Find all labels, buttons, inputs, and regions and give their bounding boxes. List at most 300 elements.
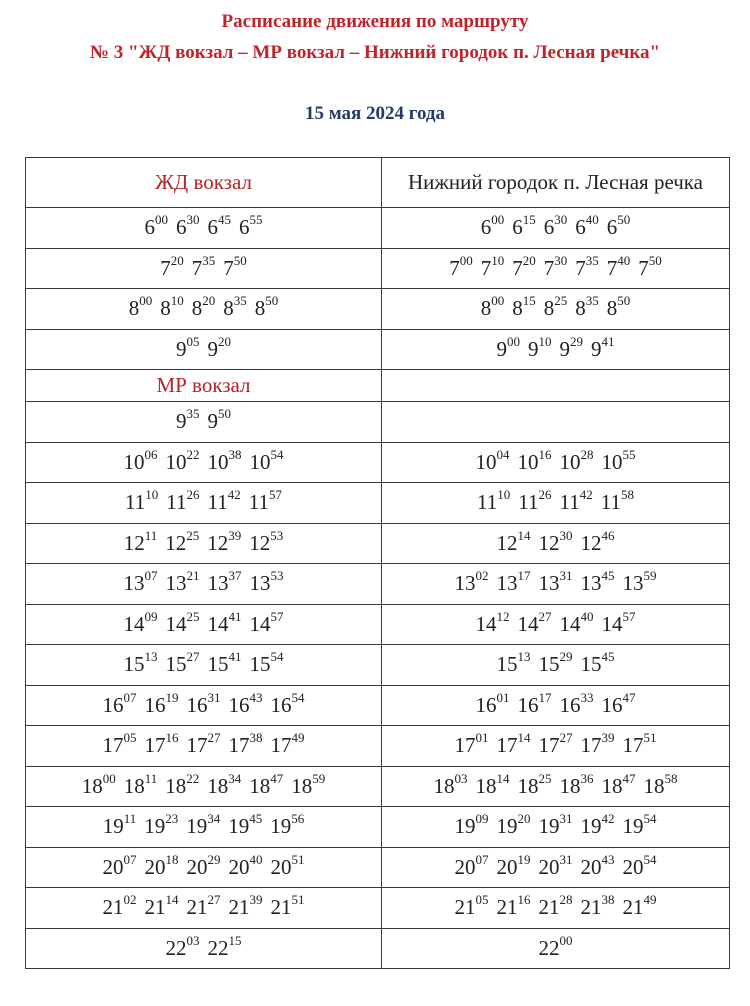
time-hour: 6 <box>176 215 187 240</box>
time-hour: 17 <box>622 733 644 758</box>
departures-right-cell <box>382 564 730 605</box>
time-minutes: 39 <box>249 892 263 908</box>
time-hour: 13 <box>496 571 518 596</box>
time-minutes: 54 <box>291 689 305 705</box>
time-hour: 11 <box>559 490 580 515</box>
time-minutes: 16 <box>165 730 179 746</box>
time-minutes: 17 <box>538 689 552 705</box>
time-hour: 13 <box>207 571 229 596</box>
departure-time <box>123 649 158 677</box>
departure-time <box>249 527 284 556</box>
departure-time <box>207 527 242 556</box>
time-hour: 11 <box>518 490 539 515</box>
departure-time <box>291 770 326 799</box>
time-hour: 17 <box>144 733 166 758</box>
time-minutes: 30 <box>186 212 200 228</box>
time-minutes: 30 <box>554 212 568 228</box>
time-minutes: 00 <box>155 212 168 228</box>
departure-time <box>123 568 158 596</box>
time-hour: 16 <box>186 692 208 717</box>
table-row <box>26 807 730 848</box>
time-minutes: 42 <box>601 811 615 827</box>
time-hour: 10 <box>165 449 187 474</box>
time-hour: 18 <box>601 773 623 798</box>
time-hour: 16 <box>102 692 124 717</box>
departure-time <box>270 689 305 718</box>
table-header-row <box>26 158 730 208</box>
departure-time <box>496 892 531 920</box>
departure-time <box>160 293 184 321</box>
time-minutes: 39 <box>228 527 242 543</box>
time-hour: 18 <box>559 773 581 798</box>
time-minutes: 35 <box>186 406 200 422</box>
route-title: № 3 "ЖД вокзал – МР вокзал – Нижний городок п. Лесная речка" <box>89 42 661 63</box>
departure-time <box>176 406 200 434</box>
time-minutes: 03 <box>186 932 200 948</box>
time-hour: 18 <box>81 773 103 798</box>
departure-time <box>207 608 242 637</box>
time-minutes: 38 <box>228 446 242 462</box>
time-minutes: 38 <box>249 730 263 746</box>
time-hour: 11 <box>125 490 146 515</box>
departure-time <box>475 446 510 475</box>
time-minutes: 51 <box>643 730 657 746</box>
table-row <box>26 329 730 370</box>
stop-label-mr-station: МР вокзал <box>26 370 382 402</box>
time-hour: 13 <box>538 571 560 596</box>
time-minutes: 14 <box>517 527 531 543</box>
departure-time <box>543 252 568 281</box>
time-minutes: 11 <box>144 770 158 786</box>
time-hour: 12 <box>249 530 271 555</box>
time-hour: 18 <box>249 773 271 798</box>
departure-time <box>449 252 473 281</box>
time-minutes: 09 <box>475 811 489 827</box>
time-minutes: 31 <box>207 689 221 705</box>
departure-time <box>559 446 594 475</box>
time-minutes: 18 <box>165 851 179 867</box>
departure-time <box>538 527 573 556</box>
time-minutes: 34 <box>228 770 242 786</box>
time-minutes: 10 <box>170 293 184 309</box>
departure-time <box>622 568 657 596</box>
time-minutes: 46 <box>601 527 615 543</box>
departure-time <box>160 252 184 281</box>
departure-time <box>223 252 247 281</box>
time-minutes: 28 <box>580 446 594 462</box>
time-minutes: 21 <box>186 568 200 584</box>
time-hour: 14 <box>517 611 539 636</box>
time-hour: 13 <box>249 571 271 596</box>
departure-time <box>477 487 511 515</box>
time-minutes: 00 <box>491 293 505 309</box>
departures-left-cell <box>26 928 382 969</box>
time-minutes: 29 <box>570 333 583 349</box>
time-minutes: 54 <box>270 446 284 462</box>
time-minutes: 14 <box>517 730 531 746</box>
time-hour: 18 <box>433 773 455 798</box>
departures-left-cell <box>26 807 382 848</box>
departure-time <box>228 811 263 839</box>
departure-time <box>102 730 137 758</box>
time-minutes: 55 <box>249 212 263 228</box>
schedule-title: Расписание движения по маршруту <box>221 11 529 32</box>
time-minutes: 10 <box>538 333 552 349</box>
time-minutes: 20 <box>202 293 216 309</box>
departure-time <box>102 689 137 718</box>
departures-right-cell <box>382 888 730 929</box>
schedule-date: 15 мая 2024 года <box>304 103 446 124</box>
time-minutes: 02 <box>475 568 489 584</box>
time-hour: 6 <box>543 215 555 240</box>
time-hour: 7 <box>606 255 618 280</box>
stop-label-row <box>26 370 730 402</box>
departure-time <box>559 689 594 718</box>
time-minutes: 07 <box>123 851 137 867</box>
departure-time <box>176 333 200 362</box>
departure-time <box>186 892 221 920</box>
time-hour: 10 <box>517 449 539 474</box>
departures-left-cell <box>26 442 382 483</box>
time-hour: 10 <box>249 449 271 474</box>
time-hour: 14 <box>123 611 145 636</box>
table-row <box>26 402 730 443</box>
time-hour: 21 <box>622 895 644 920</box>
time-minutes: 30 <box>554 252 568 268</box>
departure-time <box>622 851 657 880</box>
time-hour: 7 <box>512 255 523 280</box>
column-header-lesnaya-rechka: Нижний городок п. Лесная речка <box>382 158 730 208</box>
time-minutes: 01 <box>475 730 489 746</box>
departure-time <box>643 770 678 799</box>
time-hour: 15 <box>580 652 602 677</box>
time-minutes: 20 <box>218 333 231 349</box>
time-minutes: 45 <box>601 568 615 584</box>
departure-time <box>538 649 573 677</box>
time-hour: 7 <box>191 255 203 280</box>
time-minutes: 33 <box>580 689 594 705</box>
time-minutes: 20 <box>522 252 536 268</box>
departure-time <box>517 689 552 718</box>
time-minutes: 07 <box>475 851 489 867</box>
time-hour: 8 <box>223 296 234 321</box>
departures-left-cell <box>26 766 382 807</box>
time-minutes: 38 <box>601 892 615 908</box>
time-minutes: 35 <box>233 293 247 309</box>
time-hour: 17 <box>538 733 560 758</box>
time-hour: 19 <box>538 814 560 839</box>
departures-right-cell <box>382 248 730 289</box>
time-minutes: 10 <box>145 487 159 503</box>
time-hour: 8 <box>606 296 618 321</box>
time-hour: 9 <box>207 336 218 361</box>
table-row <box>26 847 730 888</box>
time-hour: 20 <box>538 854 560 879</box>
time-hour: 6 <box>480 215 492 240</box>
departure-time <box>249 568 284 596</box>
time-minutes: 35 <box>585 293 599 309</box>
time-minutes: 16 <box>538 446 552 462</box>
departure-time <box>176 212 200 240</box>
departure-time <box>538 730 573 758</box>
departure-time <box>165 446 200 475</box>
time-minutes: 14 <box>496 770 510 786</box>
time-minutes: 01 <box>496 689 510 705</box>
time-hour: 12 <box>538 530 560 555</box>
time-hour: 10 <box>475 449 497 474</box>
departure-time <box>575 212 599 240</box>
column-header-zhd-station: ЖД вокзал <box>26 158 382 208</box>
time-hour: 20 <box>270 854 292 879</box>
time-hour: 22 <box>538 935 560 960</box>
time-minutes: 06 <box>144 446 158 462</box>
departures-left-cell <box>26 726 382 767</box>
time-hour: 22 <box>207 935 229 960</box>
departure-time <box>517 770 552 799</box>
time-hour: 8 <box>254 296 266 321</box>
time-minutes: 47 <box>622 689 636 705</box>
departure-time <box>270 730 305 758</box>
departure-time <box>601 446 636 475</box>
table-row <box>26 604 730 645</box>
time-hour: 16 <box>228 692 250 717</box>
departures-right-cell <box>382 289 730 330</box>
departure-time <box>144 689 179 718</box>
time-minutes: 55 <box>622 446 636 462</box>
time-minutes: 50 <box>218 406 231 422</box>
departure-time <box>638 252 662 281</box>
departure-time <box>165 770 200 799</box>
departures-left-cell <box>26 523 382 564</box>
time-hour: 18 <box>291 773 313 798</box>
departure-time <box>207 568 242 596</box>
table-row <box>26 483 730 524</box>
departure-time <box>512 252 536 281</box>
departure-time <box>102 851 137 880</box>
time-hour: 8 <box>543 296 555 321</box>
time-minutes: 58 <box>620 487 634 503</box>
departure-time <box>475 608 510 637</box>
departure-time <box>591 333 615 362</box>
time-hour: 18 <box>123 773 145 798</box>
time-minutes: 28 <box>559 892 573 908</box>
time-minutes: 07 <box>123 689 137 705</box>
departure-time <box>123 527 158 556</box>
time-hour: 6 <box>575 215 586 240</box>
time-minutes: 57 <box>270 608 284 624</box>
time-hour: 9 <box>591 336 602 361</box>
time-hour: 11 <box>248 490 269 515</box>
departure-time <box>207 333 232 362</box>
departures-right-cell <box>382 726 730 767</box>
time-hour: 11 <box>207 490 228 515</box>
departure-time <box>165 932 200 961</box>
time-minutes: 00 <box>507 333 520 349</box>
time-hour: 8 <box>512 296 523 321</box>
departure-time <box>248 487 282 515</box>
time-minutes: 07 <box>144 568 158 584</box>
time-minutes: 19 <box>517 851 531 867</box>
departure-time <box>601 608 636 637</box>
time-hour: 20 <box>186 854 208 879</box>
departure-time <box>223 293 247 321</box>
time-hour: 21 <box>144 895 166 920</box>
time-hour: 7 <box>160 255 171 280</box>
time-minutes: 50 <box>648 252 662 268</box>
time-minutes: 47 <box>622 770 636 786</box>
time-hour: 17 <box>270 733 292 758</box>
departure-time <box>191 252 216 281</box>
time-hour: 14 <box>559 611 581 636</box>
time-minutes: 27 <box>207 892 221 908</box>
departures-right-cell <box>382 928 730 969</box>
time-minutes: 45 <box>249 811 263 827</box>
time-minutes: 09 <box>144 608 158 624</box>
time-hour: 7 <box>638 255 649 280</box>
time-hour: 17 <box>102 733 124 758</box>
time-hour: 12 <box>165 530 187 555</box>
time-hour: 18 <box>517 773 539 798</box>
time-hour: 21 <box>186 895 208 920</box>
departure-time <box>207 932 242 961</box>
departure-time <box>249 770 284 799</box>
departure-time <box>144 851 179 880</box>
departure-time <box>207 770 242 799</box>
departures-right-cell <box>382 208 730 249</box>
time-minutes: 03 <box>454 770 468 786</box>
time-hour: 9 <box>207 409 218 434</box>
time-minutes: 56 <box>291 811 305 827</box>
departure-time <box>496 568 531 596</box>
departure-time <box>249 608 284 637</box>
time-minutes: 15 <box>228 932 242 948</box>
departure-time <box>517 608 552 637</box>
departure-time <box>207 406 232 434</box>
time-minutes: 29 <box>207 851 221 867</box>
departure-time <box>239 212 263 240</box>
time-hour: 19 <box>580 814 602 839</box>
time-hour: 19 <box>270 814 292 839</box>
departure-time <box>249 446 284 475</box>
departure-time <box>144 212 169 240</box>
departure-time <box>580 730 615 758</box>
departures-right-cell <box>382 766 730 807</box>
time-hour: 15 <box>165 652 187 677</box>
time-hour: 20 <box>622 854 644 879</box>
time-hour: 8 <box>160 296 171 321</box>
departure-time <box>496 333 521 362</box>
time-minutes: 57 <box>622 608 636 624</box>
time-minutes: 11 <box>144 527 158 543</box>
departure-time <box>559 333 584 362</box>
time-minutes: 13 <box>517 649 531 665</box>
time-hour: 21 <box>270 895 292 920</box>
time-hour: 7 <box>449 255 460 280</box>
time-hour: 21 <box>454 895 476 920</box>
time-minutes: 27 <box>559 730 573 746</box>
time-minutes: 17 <box>517 568 531 584</box>
time-hour: 9 <box>496 336 507 361</box>
time-minutes: 57 <box>268 487 282 503</box>
time-hour: 20 <box>580 854 602 879</box>
time-hour: 21 <box>538 895 560 920</box>
time-hour: 6 <box>239 215 250 240</box>
time-hour: 20 <box>454 854 476 879</box>
departures-right-cell <box>382 847 730 888</box>
time-minutes: 40 <box>249 851 263 867</box>
time-minutes: 27 <box>207 730 221 746</box>
time-hour: 17 <box>580 733 602 758</box>
departure-time <box>559 608 594 637</box>
time-minutes: 31 <box>559 568 573 584</box>
departure-time <box>123 446 158 475</box>
table-row <box>26 726 730 767</box>
departures-right-cell <box>382 645 730 686</box>
departure-time <box>191 293 216 321</box>
departures-left-cell <box>26 847 382 888</box>
time-hour: 14 <box>601 611 623 636</box>
time-minutes: 16 <box>517 892 531 908</box>
time-hour: 7 <box>223 255 234 280</box>
departure-time <box>186 851 221 880</box>
time-minutes: 11 <box>123 811 137 827</box>
time-minutes: 42 <box>579 487 593 503</box>
departure-time <box>559 770 594 799</box>
departure-time <box>600 487 634 515</box>
departure-time <box>496 649 531 677</box>
time-minutes: 45 <box>601 649 615 665</box>
time-hour: 9 <box>176 336 187 361</box>
time-hour: 11 <box>477 490 498 515</box>
departure-time <box>580 527 615 556</box>
time-minutes: 42 <box>227 487 241 503</box>
time-hour: 6 <box>606 215 618 240</box>
schedule-table <box>25 157 730 969</box>
departure-time <box>454 568 489 596</box>
departure-time <box>475 770 510 799</box>
time-hour: 10 <box>207 449 229 474</box>
departures-right-cell <box>382 807 730 848</box>
departure-time <box>433 770 468 799</box>
time-hour: 17 <box>228 733 250 758</box>
time-hour: 17 <box>496 733 518 758</box>
departure-time <box>580 811 615 839</box>
time-minutes: 10 <box>497 487 511 503</box>
departures-left-cell <box>26 888 382 929</box>
table-row <box>26 928 730 969</box>
departures-right-cell <box>382 523 730 564</box>
table-row <box>26 442 730 483</box>
departures-left-cell <box>26 483 382 524</box>
departure-time <box>517 446 552 475</box>
departure-time <box>496 527 531 556</box>
time-hour: 14 <box>165 611 187 636</box>
table-row <box>26 766 730 807</box>
departures-right-cell <box>382 402 730 443</box>
departure-time <box>622 811 657 839</box>
departure-time <box>559 487 593 515</box>
time-hour: 14 <box>475 611 497 636</box>
departure-time <box>538 851 573 880</box>
departure-time <box>102 892 137 920</box>
departure-time <box>81 770 116 799</box>
time-hour: 9 <box>559 336 570 361</box>
time-hour: 19 <box>496 814 518 839</box>
time-minutes: 00 <box>102 770 116 786</box>
time-hour: 7 <box>480 255 492 280</box>
time-hour: 17 <box>186 733 208 758</box>
time-minutes: 47 <box>270 770 284 786</box>
